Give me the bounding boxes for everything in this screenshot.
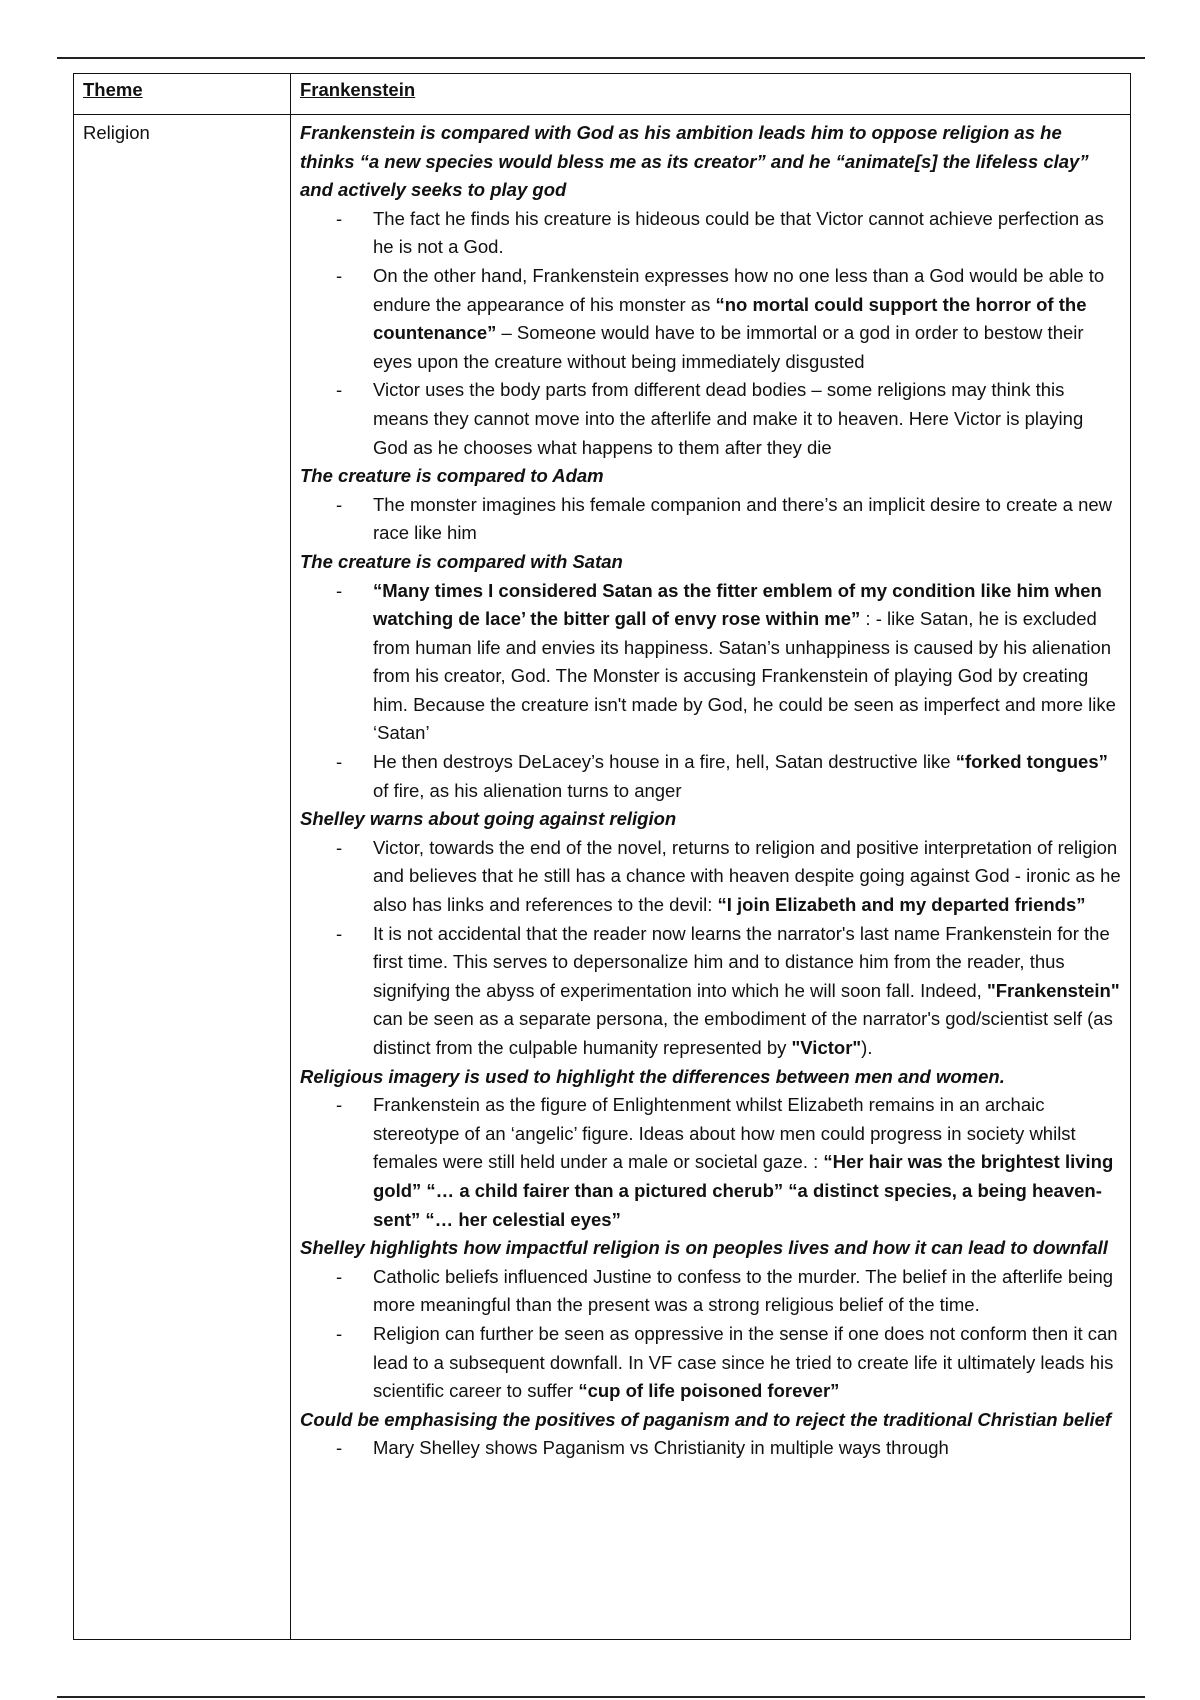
- table-row: [74, 115, 1131, 1640]
- top-rule: [57, 57, 1145, 59]
- bullet-list: [300, 1263, 1121, 1406]
- list-item: - “Many times I considered Satan as the fitter emblem of my condition like him when watching de lace’ the bitter gall of envy rose within me” : - like Satan, he is excluded from human life and envies its happiness. Satan’s unhappiness is caused by his alienation from his creator, God. The Monster is accusing Frankenstein of playing God by creating him. Because the creature isn't made by God, he could be seen as imperfect and more like ‘Satan’: [336, 579, 1116, 744]
- bullet-list: [300, 491, 1121, 548]
- quote: “Her hair was the brightest living gold” “… a child fairer than a pictured cherub” “a distinct species, a being heaven-sent” “… her celestial eyes”: [373, 1151, 1114, 1230]
- list-item: - Victor, towards the end of the novel, returns to religion and positive interpretation of religion and believes that he still has a chance with heaven despite going against God - ironic as he also has links and references to the devil: “I join Elizabeth and my departed friends”: [336, 836, 1121, 916]
- quote: "Frankenstein": [986, 979, 1120, 1001]
- section-heading: The creature is compared with Satan: [300, 550, 623, 572]
- list-item: - The fact he finds his creature is hideous could be that Victor cannot achieve perfection as he is not a God.: [336, 207, 1104, 258]
- section-heading: Shelley warns about going against religion: [300, 808, 677, 830]
- list-item: - Mary Shelley shows Paganism vs Christianity in multiple ways through: [336, 1437, 949, 1459]
- analysis-cell: [291, 115, 1131, 1640]
- quote: “forked tongues”: [955, 751, 1108, 773]
- theme-column-header: Theme: [74, 74, 291, 115]
- theme-cell: Religion: [74, 115, 291, 1640]
- list-item: - On the other hand, Frankenstein expresses how no one less than a God would be able to endure the appearance of his monster as “no mortal could support the horror of the countenance” – Someone would have to be immortal or a god in order to bestow their eyes upon the creature without being immediately disgusted: [336, 264, 1105, 372]
- section-heading: Frankenstein is compared with God as his ambition leads him to oppose religion as he thinks “a new species would bless me as its creator” and he “animate[s] the lifeless clay” and actively seeks to play god: [300, 122, 1089, 201]
- list-item: - Frankenstein as the figure of Enlightenment whilst Elizabeth remains in an archaic stereotype of an ‘angelic’ figure. Ideas about how men could progress in society whilst females were still held under a male or societal gaze. : “Her hair was the brightest living gold” “… a child fairer than a pictured cherub” “a distinct species, a being heaven-sent” “… her celestial eyes”: [336, 1094, 1114, 1230]
- quote: “Many times I considered Satan as the fitter emblem of my condition like him when watching de lace’ the bitter gall of envy rose within me”: [373, 579, 1102, 630]
- bullet-list: [300, 1091, 1121, 1234]
- text-column-header: Frankenstein: [291, 74, 1131, 115]
- bullet-list: [300, 834, 1121, 1063]
- list-item: - Victor uses the body parts from different dead bodies – some religions may think this means they cannot move into the afterlife and make it to heaven. Here Victor is playing God as he chooses what happens to them after they die: [336, 379, 1084, 458]
- list-item: - It is not accidental that the reader now learns the narrator's last name Frankenstein for the first time. This serves to depersonalize him and to distance him from the reader, thus signifying the abyss of experimentation into which he will soon fall. Indeed, "Frankenstein" can be seen as a separate persona, the embodiment of the narrator's god/scientist self (as distinct from the culpable humanity represented by "Victor").: [336, 922, 1120, 1058]
- theme-table: [73, 73, 1131, 1640]
- list-item: - Religion can further be seen as oppressive in the sense if one does not conform then it can lead to a subsequent downfall. In VF case since he tried to create life it ultimately leads his scientific career to suffer “cup of life poisoned forever”: [336, 1322, 1118, 1402]
- list-item: - He then destroys DeLacey’s house in a fire, hell, Satan destructive like “forked tongues” of fire, as his alienation turns to anger: [336, 751, 1108, 801]
- quote: “no mortal could support the horror of the countenance”: [373, 293, 1087, 344]
- quote: “I join Elizabeth and my departed friends”: [717, 894, 1086, 916]
- bullet-list: [300, 1434, 1121, 1463]
- section-heading: Could be emphasising the positives of paganism and to reject the traditional Christian belief: [300, 1408, 1112, 1430]
- section-heading: The creature is compared to Adam: [300, 465, 604, 487]
- quote: "Victor": [791, 1037, 862, 1058]
- section-heading: Shelley highlights how impactful religion is on peoples lives and how it can lead to downfall: [300, 1237, 1108, 1259]
- bottom-rule: [57, 1696, 1145, 1698]
- list-item: - The monster imagines his female companion and there’s an implicit desire to create a new race like him: [336, 493, 1113, 544]
- bullet-list: [300, 205, 1121, 462]
- quote: “cup of life poisoned forever”: [578, 1380, 840, 1402]
- table-header-row: [74, 74, 1131, 115]
- section-heading: Religious imagery is used to highlight the differences between men and women.: [300, 1065, 1005, 1087]
- bullet-list: [300, 577, 1121, 806]
- list-item: - Catholic beliefs influenced Justine to confess to the murder. The belief in the afterlife being more meaningful than the present was a strong religious belief of the time.: [336, 1265, 1114, 1316]
